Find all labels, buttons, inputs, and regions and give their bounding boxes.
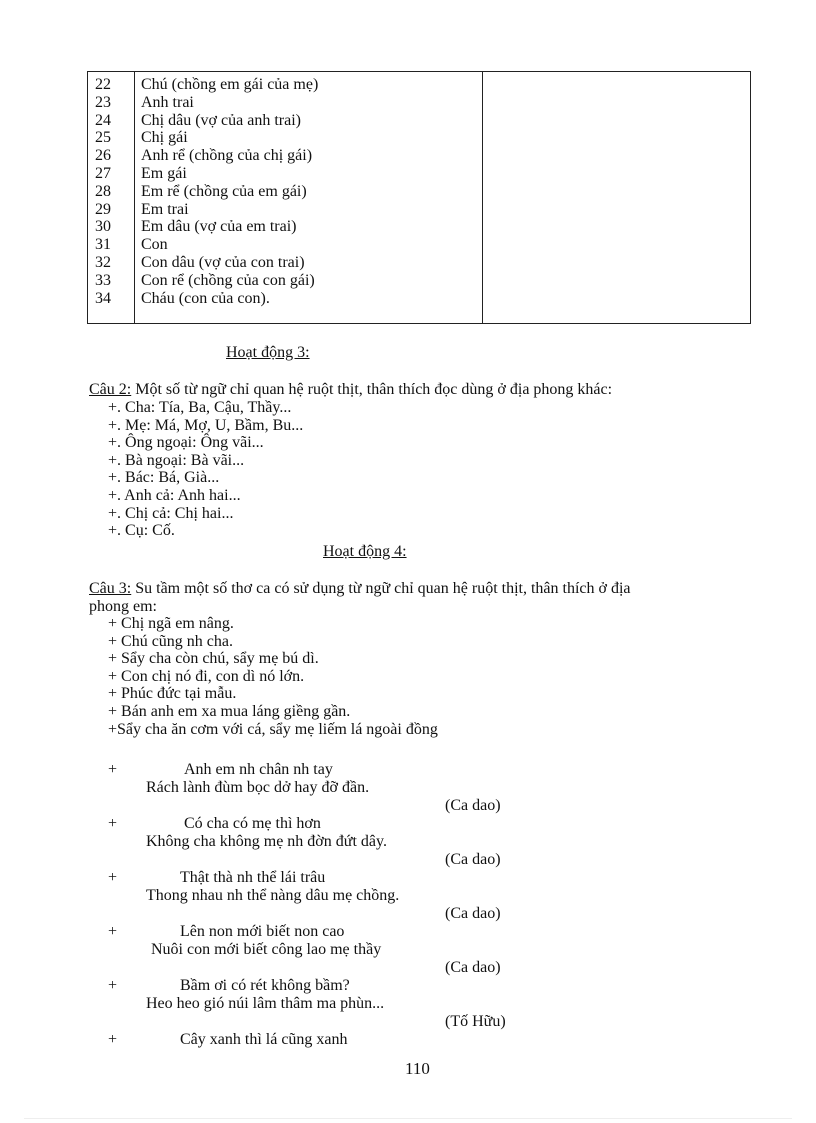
poem-line1: Cây xanh thì lá cũng xanh [180,1031,348,1048]
table-divider-2 [482,72,483,323]
poem-source: (Ca dao) [445,959,501,976]
list-item: + Bán anh em xa mua láng giềng gần. [108,702,351,720]
table-row-text: Chú (chồng em gái của mẹ) [141,76,319,93]
poem-line2: Không cha không mẹ nh đờn đứt dây. [146,833,387,850]
page-bottom-rule [24,1118,792,1119]
table-row-number: 27 [95,164,111,182]
table-row-text: Con dâu (vợ của con trai) [141,253,305,271]
poem-source: (Ca dao) [445,797,501,814]
table-row-number: 23 [95,93,111,111]
table-row-text: Cháu (con của con). [141,289,270,307]
table-row-text: Con rể (chồng của con gái) [141,271,315,289]
section3-question-text: Một số từ ngữ chỉ quan hệ ruột thịt, thân thích đọc dùng ở địa phong khác: [131,381,613,398]
section3-question-label: Câu 2: [89,381,132,398]
table-row-text: Em rể (chồng của em gái) [141,182,307,200]
table-row-text: Em trai [141,200,189,218]
list-item: + Chị ngã em nâng. [108,615,234,632]
section4-question-line2: phong em: [89,597,157,615]
poem-plus: + [108,761,118,778]
section4-list [108,615,438,738]
table-divider-1 [134,72,135,323]
table-row-text: Em gái [141,164,187,182]
section4-heading: Hoạt động 4: [323,543,407,560]
table-row-text: Anh trai [141,93,194,111]
section3-heading: Hoạt động 3: [226,344,310,361]
list-item: +. Bác: Bá, Già... [108,469,220,487]
table-row-number: 30 [95,218,111,236]
table-row-text: Anh rể (chồng của chị gái) [141,147,313,165]
section4-question-label: Câu 3: [89,580,132,597]
poem-line1: Bầm ơi có rét không bầm? [180,977,350,994]
poem-line1: Thật thà nh thể lái trâu [180,869,326,886]
section4-question-line1: Su tầm một số thơ ca có sử dụng từ ngữ chỉ quan hệ ruột thịt, thân thích ở địa [131,580,631,597]
poem-source: (Tố Hữu) [445,1013,506,1030]
poem-line2: Thong nhau nh thể nàng dâu mẹ chồng. [146,887,400,904]
section3-question [89,381,612,399]
poem-line2: Nuôi con mới biết công lao mẹ thầy [151,941,382,958]
poem-line2: Heo heo gió núi lâm thâm ma phùn... [146,995,385,1012]
list-item: + Con chị nó đi, con dì nó lớn. [108,667,305,685]
poem-line2: Rách lành đùm bọc dở hay đỡ đần. [146,779,370,796]
section4-question [89,580,631,615]
table-row-number: 22 [95,76,111,93]
table-row-text: Chị gái [141,129,188,147]
table-row-number: 28 [95,182,111,200]
list-item: +. Cha: Tía, Ba, Cậu, Thầy... [108,399,292,416]
poem-plus: + [108,815,118,832]
poem-source: (Ca dao) [445,851,501,868]
list-item: + Phúc đức tại mẫu. [108,685,237,703]
poem-plus: + [108,977,118,994]
poem-plus: + [108,923,118,940]
table-row-text: Con [141,236,168,254]
poem-plus: + [108,869,118,886]
page-number: 110 [405,1059,430,1078]
table-row-text: Chị dâu (vợ của anh trai) [141,111,301,129]
table-row-number: 29 [95,200,111,218]
list-item: + Chú cũng nh cha. [108,632,233,650]
list-item: +. Cụ: Cố. [108,522,175,540]
list-item: +. Bà ngoại: Bà vãi... [108,451,245,469]
section3-list [108,399,303,540]
list-item: +. Ông ngoại: Ông vãi... [108,434,264,452]
table-row-text: Em dâu (vợ của em trai) [141,218,297,236]
table-row-number: 31 [95,236,111,254]
table-number-column [95,76,111,307]
table-row-number: 32 [95,253,111,271]
table-row-number: 33 [95,271,111,289]
list-item: +. Anh cả: Anh hai... [108,486,241,504]
table-row-number: 25 [95,129,111,147]
list-item: + Sẩy cha còn chú, sẩy mẹ bú dì. [108,650,319,668]
poem-source: (Ca dao) [445,905,501,922]
list-item: +Sẩy cha ăn cơm với cá, sẩy mẹ liếm lá ngoài đồng [108,720,438,738]
table-text-column [141,76,318,307]
poem-plus: + [108,1031,118,1048]
kinship-table [87,71,751,324]
poem-line1: Anh em nh chân nh tay [184,761,333,778]
table-row-number: 26 [95,147,111,165]
poem-line1: Lên non mới biết non cao [180,923,345,940]
table-row-number: 24 [95,111,111,129]
poem-line1: Có cha có mẹ thì hơn [184,815,321,832]
list-item: +. Mẹ: Má, Mợ, U, Bầm, Bu... [108,416,304,434]
list-item: +. Chị cả: Chị hai... [108,504,234,522]
table-row-number: 34 [95,289,111,307]
